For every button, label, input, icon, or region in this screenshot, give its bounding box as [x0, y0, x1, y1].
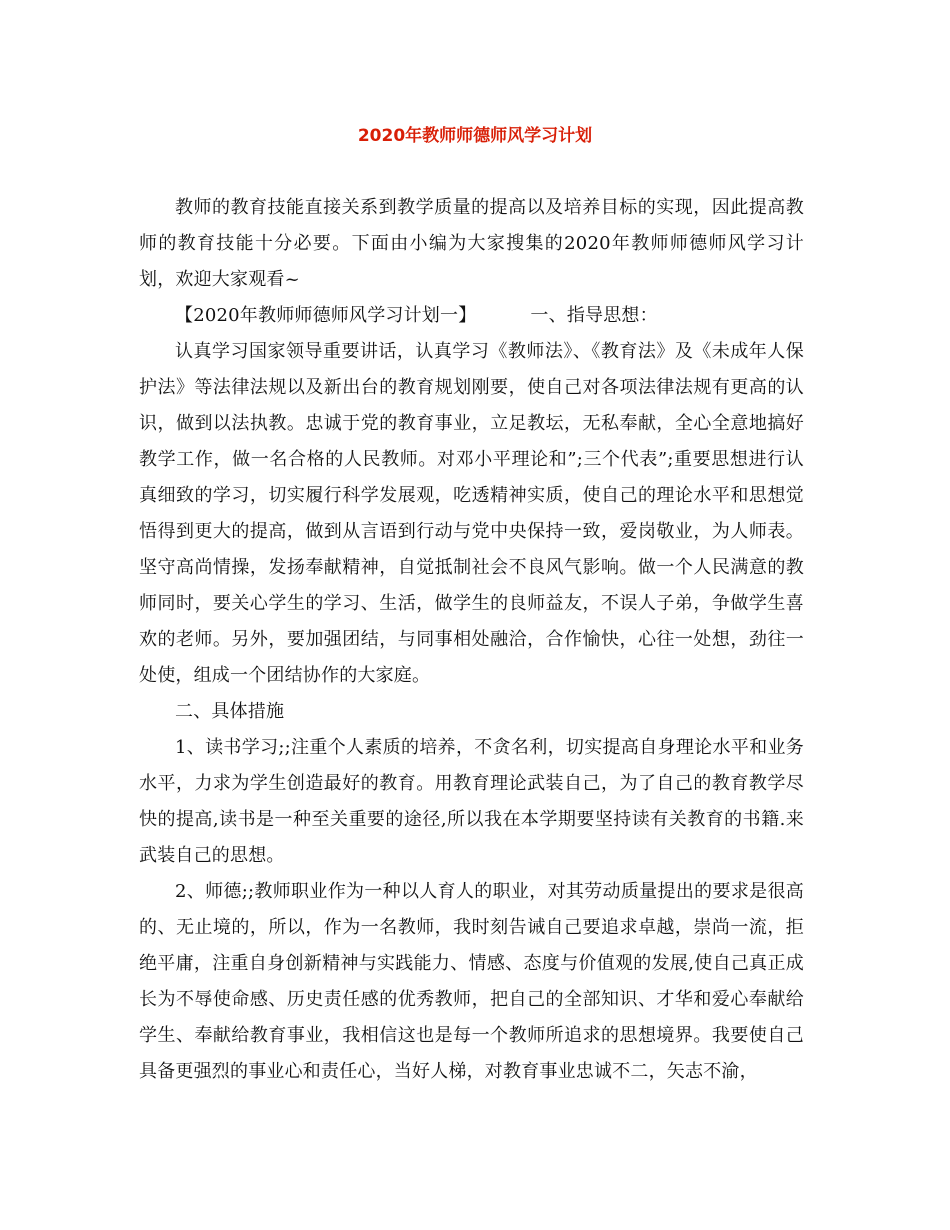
section2-heading: 二、具体措施 [175, 701, 285, 722]
section1-heading: 一、指导思想： [530, 305, 658, 326]
intro-paragraph: 教师的教育技能直接关系到教学质量的提高以及培养目标的实现，因此提高教师的教育技能十分必要。下面由小编为大家搜集的2020年教师师德师风学习计划，欢迎大家观看~ [139, 197, 804, 290]
item2-paragraph: 2、师德;;教师职业作为一种以人育人的职业，对其劳动质量提出的要求是很高的、无止境的，所以，作为一名教师，我时刻告诫自己要追求卓越，崇尚一流，拒绝平庸，注重自身创新精神与实践能力、情感、态度与价值观的发展,使自己真正成长为不辱使命感、历史责任感的优秀教师，把自己的全部知识、才华和爱心奉献给学生、奉献给教育事业，我相信这也是每一个教师所追求的思想境界。我要使自己具备更强烈的事业心和责任心，当好人梯，对教育事业忠诚不二，矢志不渝， [139, 881, 804, 1082]
item1-paragraph: 1、读书学习;;注重个人素质的培养，不贪名利，切实提高自身理论水平和业务水平，力求为学生创造最好的教育。用教育理论武装自己，为了自己的教育教学尽快的提高,读书是一种至关重要的途径,所以我在本学期要坚持读有关教育的书籍.来武装自己的思想。 [139, 737, 804, 866]
document-body [139, 190, 804, 1090]
section1-body: 认真学习国家领导重要讲话，认真学习《教师法》、《教育法》及《未成年人保护法》等法律法规以及新出台的教育规划刚要，使自己对各项法律法规有更高的认识，做到以法执教。忠诚于党的教育事业，立足教坛，无私奉献，全心全意地搞好教学工作，做一名合格的人民教师。对邓小平理论和”;三个代表”;重要思想进行认真细致的学习，切实履行科学发展观，吃透精神实质，使自己的理论水平和思想觉悟得到更大的提高，做到从言语到行动与党中央保持一致，爱岗敬业，为人师表。坚守高尚情操，发扬奉献精神，自觉抵制社会不良风气影响。做一个人民满意的教师同时，要关心学生的学习、生活，做学生的良师益友，不误人子弟，争做学生喜欢的老师。另外，要加强团结，与同事相处融洽，合作愉快，心往一处想，劲往一处使，组成一个团结协作的大家庭。 [139, 341, 804, 686]
document-title: 2020年教师师德师风学习计划 [357, 126, 593, 146]
plan-heading-line [139, 298, 804, 334]
plan-label: 【2020年教师师德师风学习计划一】 [175, 305, 477, 326]
